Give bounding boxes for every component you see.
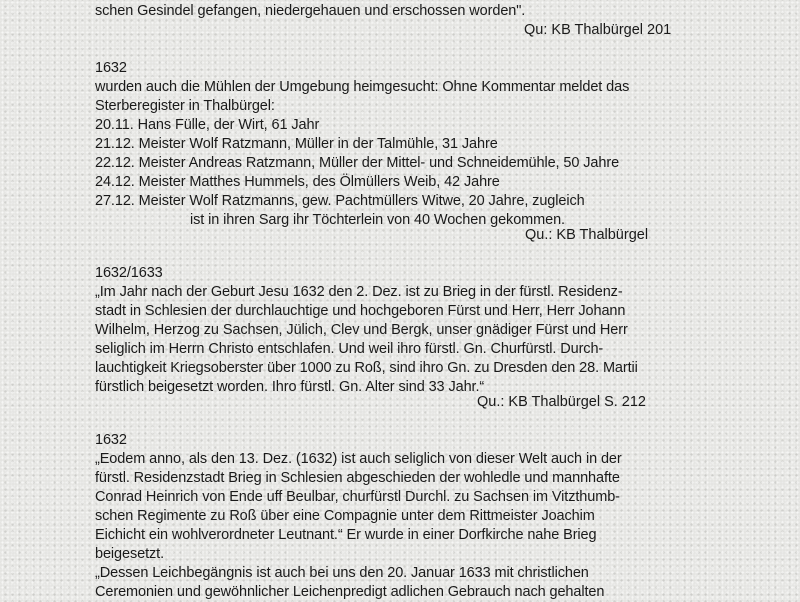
text-line: Sterberegister in Thalbürgel: [95, 98, 275, 114]
death-record: 20.11. Hans Fülle, der Wirt, 61 Jahr [95, 117, 320, 133]
entry-year: 1632 [95, 432, 127, 448]
text-line: ist in ihren Sarg ihr Töchterlein von 40 Wochen gekommen. [190, 212, 565, 228]
text-line: beigesetzt. [95, 546, 165, 562]
text-line: fürstl. Residenzstadt Brieg in Schlesien abgeschieden der wohledle und mannhafte [95, 470, 620, 486]
text-line: schen Gesindel gefangen, niedergehauen und erschossen worden". [95, 3, 526, 19]
death-record: 22.12. Meister Andreas Ratzmann, Müller der Mittel- und Schneidemühle, 50 Jahre [95, 155, 620, 171]
text-line: Wilhelm, Herzog zu Sachsen, Jülich, Clev und Bergk, unser gnädiger Fürst und Herr [95, 322, 628, 338]
source-citation: Qu.: KB Thalbürgel [525, 227, 649, 243]
text-line: lauchtigkeit Kriegsoberster über 1000 zu Roß, sind ihro Gn. zu Dresden den 28. Martii [95, 360, 638, 376]
text-line: schen Regimente zu Roß über eine Compagnie unter dem Rittmeister Joachim [95, 508, 595, 524]
text-line: fürstlich beigesetzt worden. Ihro fürstl. Gn. Alter sind 33 Jahr.“ [95, 379, 485, 395]
source-citation: Qu.: KB Thalbürgel S. 212 [477, 394, 647, 410]
text-line: „Eodem anno, als den 13. Dez. (1632) ist auch seliglich von dieser Welt auch in der [95, 451, 622, 467]
death-record: 24.12. Meister Matthes Hummels, des Ölmüllers Weib, 42 Jahre [95, 174, 500, 190]
text-line: stadt in Schlesien der durchlauchtige und hochgeboren Fürst und Herr, Herr Johann [95, 303, 626, 319]
entry-year: 1632 [95, 60, 127, 76]
source-citation: Qu: KB Thalbürgel 201 [524, 22, 672, 38]
text-line: wurden auch die Mühlen der Umgebung heimgesucht: Ohne Kommentar meldet das [95, 79, 630, 95]
text-line: Conrad Heinrich von Ende uff Beulbar, churfürstl Durchl. zu Sachsen im Vitzthumb- [95, 489, 620, 505]
death-record: 21.12. Meister Wolf Ratzmann, Müller in der Talmühle, 31 Jahre [95, 136, 498, 152]
text-line: Eichicht ein wohlverordneter Leutnant.“ Er wurde in einer Dorfkirche nahe Brieg [95, 527, 597, 543]
death-record: 27.12. Meister Wolf Ratzmanns, gew. Pachtmüllers Witwe, 20 Jahre, zugleich [95, 193, 585, 209]
text-line: „Dessen Leichbegängnis ist auch bei uns den 20. Januar 1633 mit christlichen [95, 565, 589, 581]
entry-year: 1632/1633 [95, 265, 163, 281]
text-line: Ceremonien und gewöhnlicher Leichenpredigt adlichen Gebrauch nach gehalten [95, 584, 605, 600]
text-line: „Im Jahr nach der Geburt Jesu 1632 den 2. Dez. ist zu Brieg in der fürstl. Residenz- [95, 284, 623, 300]
text-line: seliglich im Herrn Christo entschlafen. Und weil ihro fürstl. Gn. Churfürstl. Durch- [95, 341, 604, 357]
